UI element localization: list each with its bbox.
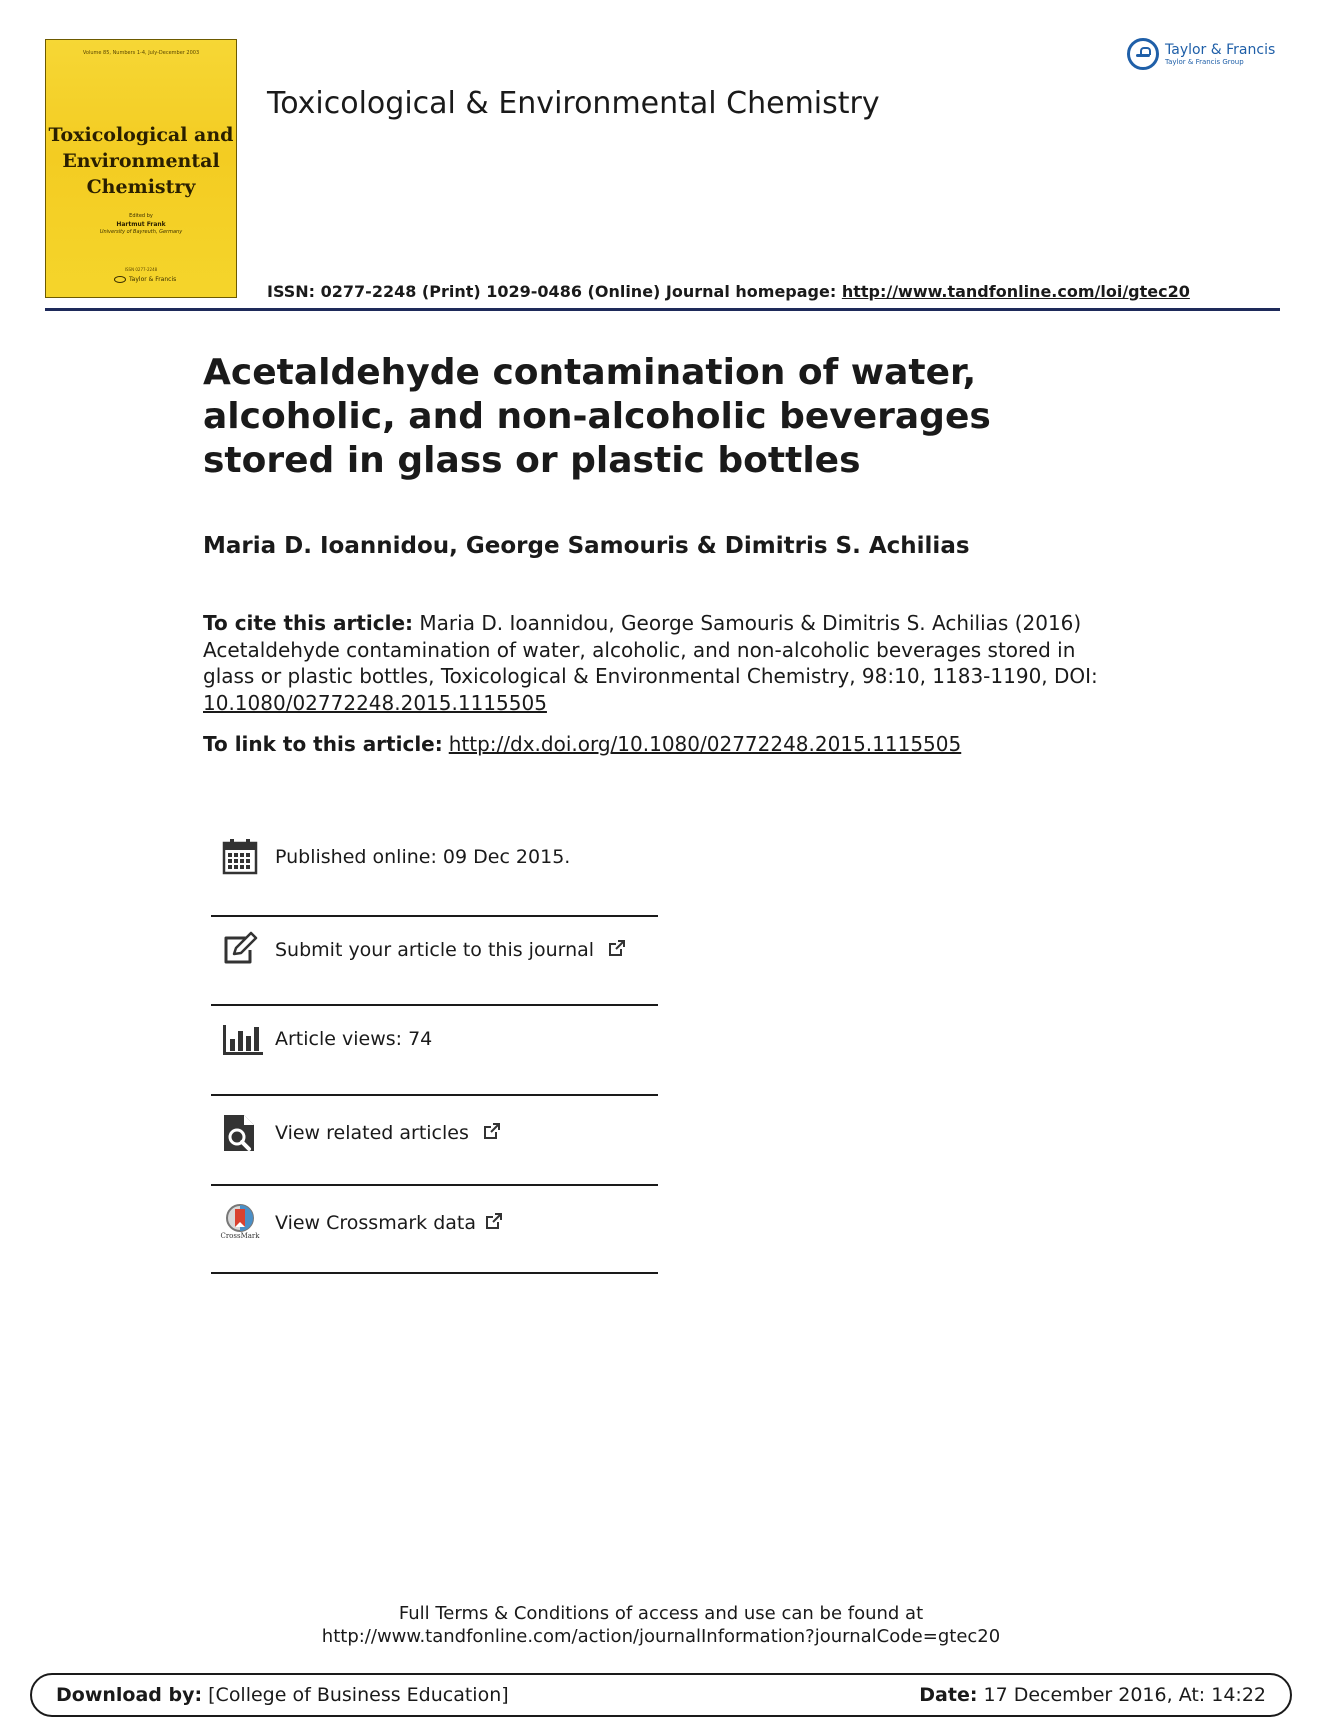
publisher-group: Taylor & Francis Group — [1165, 57, 1244, 66]
info-divider — [211, 1004, 658, 1006]
download-by-value: [College of Business Education] — [202, 1684, 509, 1706]
related-articles-row[interactable] — [211, 1113, 658, 1153]
citation-doi-link[interactable]: 10.1080/02772248.2015.1115505 — [203, 690, 547, 715]
journal-title: Toxicological & Environmental Chemistry — [267, 86, 880, 121]
download-date — [919, 1684, 1266, 1706]
cover-affiliation: University of Bayreuth, Germany — [99, 229, 183, 235]
info-divider — [211, 1184, 658, 1186]
crossmark-text: View Crossmark data — [275, 1211, 477, 1234]
cover-volume-line: Volume 85, Numbers 1-4, July-December 2003 — [82, 50, 200, 56]
article-views-row — [211, 1019, 658, 1059]
journal-cover — [45, 39, 237, 298]
download-by-label: Download by: — [56, 1684, 203, 1706]
edit-icon — [220, 930, 260, 970]
publisher-name: Taylor & Francis — [1165, 41, 1276, 58]
crossmark-icon — [220, 1203, 260, 1243]
cover-title: Toxicological and Environmental Chemistry — [48, 124, 234, 198]
search-document-icon — [220, 1113, 260, 1153]
article-doi-url[interactable]: http://dx.doi.org/10.1080/02772248.2015.1115505 — [448, 732, 962, 756]
crossmark-row[interactable] — [211, 1203, 658, 1243]
cover-publisher: Taylor & Francis — [114, 276, 176, 283]
taylor-francis-logo-icon — [1127, 38, 1159, 70]
cover-publisher-icon — [114, 276, 126, 283]
article-authors: Maria D. Ioannidou, George Samouris & Dimitris S. Achilias — [203, 533, 970, 559]
issn-line — [267, 282, 1190, 301]
download-by — [56, 1684, 509, 1706]
journal-homepage-link[interactable]: http://www.tandfonline.com/loi/gtec20 — [841, 282, 1190, 301]
download-info-bar — [30, 1673, 1292, 1717]
footer-terms-line1: Full Terms & Conditions of access and use can be found at — [398, 1603, 924, 1624]
publisher-logo[interactable] — [1127, 38, 1275, 70]
issn-text: ISSN: 0277-2248 (Print) 1029-0486 (Online) Journal homepage: — [267, 282, 842, 301]
download-date-label: Date: — [919, 1684, 978, 1706]
published-online-text: Published online: 09 Dec 2015. — [275, 846, 571, 868]
cover-edited-by: Edited by — [129, 213, 153, 219]
article-views-text: Article views: 74 — [275, 1028, 433, 1050]
footer-terms — [0, 1602, 1322, 1648]
related-articles-text: View related articles — [275, 1121, 469, 1144]
download-date-value: 17 December 2016, At: 14:22 — [977, 1684, 1266, 1706]
submit-article-row[interactable] — [211, 930, 658, 970]
link-label: To link to this article: — [203, 732, 443, 756]
calendar-icon — [220, 837, 260, 877]
cover-issn: ISSN 0277-2248 — [124, 267, 158, 272]
published-online-row — [211, 837, 658, 877]
header-divider — [45, 308, 1280, 311]
citation-block — [203, 610, 1103, 716]
citation-text: Maria D. Ioannidou, George Samouris & Dimitris S. Achilias (2016) Acetaldehyde contamination of water, alcoholic, and non-alcoholic beverages stored in glass or plastic bottles, Toxicological & Environmental Chemistry, 98:10, 1183-1190, DOI: — [203, 611, 1098, 688]
external-link-icon — [608, 939, 626, 962]
info-divider — [211, 915, 658, 917]
info-divider — [211, 1272, 658, 1274]
footer-terms-url[interactable]: http://www.tandfonline.com/action/journalInformation?journalCode=gtec20 — [321, 1626, 1001, 1647]
citation-label: To cite this article: — [203, 611, 414, 635]
bar-chart-icon — [220, 1019, 260, 1059]
external-link-icon — [485, 1212, 503, 1235]
article-link-line — [203, 732, 961, 756]
cover-editor: Hartmut Frank — [116, 221, 166, 228]
info-divider — [211, 1094, 658, 1096]
external-link-icon — [483, 1122, 501, 1145]
crossmark-caption: CrossMark — [220, 1232, 260, 1240]
submit-article-text: Submit your article to this journal — [275, 938, 595, 961]
article-title: Acetaldehyde contamination of water, alcoholic, and non-alcoholic beverages stored in glass or plastic bottles — [203, 352, 991, 481]
